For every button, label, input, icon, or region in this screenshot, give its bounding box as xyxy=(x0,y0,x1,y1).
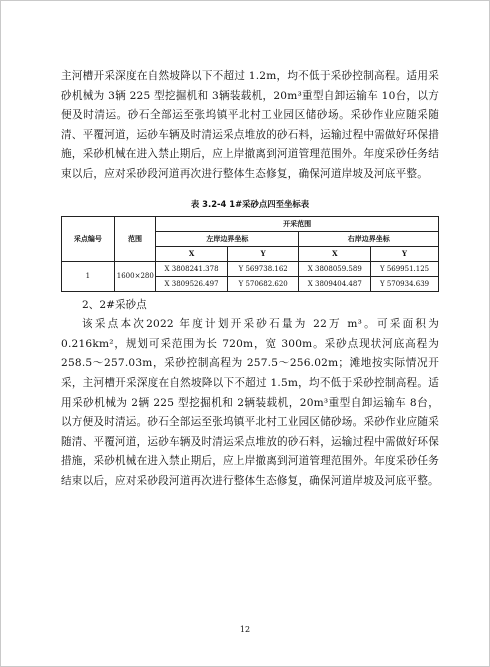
cell-right-x: X 3809404.487 xyxy=(299,276,371,291)
section-heading: 2、2#采砂点 xyxy=(82,298,147,311)
header-left-y: Y xyxy=(227,246,299,261)
header-right-bank: 右岸边界坐标 xyxy=(299,231,439,246)
cell-left-x: X 3809526.497 xyxy=(156,276,228,291)
header-left-x: X xyxy=(156,246,228,261)
header-right-x: X xyxy=(299,246,371,261)
header-point-no: 采点编号 xyxy=(62,216,115,261)
header-range: 范围 xyxy=(114,216,155,261)
table-row xyxy=(62,261,439,276)
table-caption: 表 3.2-4 1#采砂点四至坐标表 xyxy=(190,198,310,209)
paragraph-1: 主河槽开采深度在自然坡降以下不超过 1.2m，均不低于采砂控制高程。适用采砂机械为 3辆 225 型挖掘机和 3辆装载机，20m³重型自卸运输车 10台，以方便及时清运。砂石全部运至张坞镇平北村工业园区储砂场。采砂作业应随采随清、平覆河道，运砂车辆及时清运采点堆放的砂石料，运输过程中需做好环保措施，采砂机械在进入禁止期后，应上岸撤离到河道管理范围外。年度采砂任务结束以后，应对采砂段河道再次进行整体生态修复，确保河道岸坡及河底平整。 xyxy=(61,70,439,180)
header-mining-scope: 开采范围 xyxy=(156,216,439,231)
cell-left-x: X 3808241.378 xyxy=(156,261,228,276)
cell-right-y: Y 570934.639 xyxy=(371,276,439,291)
coordinate-table xyxy=(61,216,439,292)
header-left-bank: 左岸边界坐标 xyxy=(156,231,299,246)
cell-right-y: Y 569951.125 xyxy=(371,261,439,276)
cell-left-y: Y 570682.620 xyxy=(227,276,299,291)
header-right-y: Y xyxy=(371,246,439,261)
cell-right-x: X 3808059.589 xyxy=(299,261,371,276)
page-content xyxy=(61,67,439,492)
cell-left-y: Y 569738.162 xyxy=(227,261,299,276)
page-number: 12 xyxy=(239,625,251,634)
cell-range: 1600×280 xyxy=(114,261,155,291)
cell-point: 1 xyxy=(62,261,115,291)
paragraph-2: 该采点本次2022 年度计划开采砂石量为 22万 m³。可采面积为 0.216km²，规划可采范围为长 720m，宽 300m。采砂点现状河底高程为 258.5～257.03m，采砂控制高程为 257.5～256.02m；滩地按实际情况开采，主河槽开采深度在自然坡降以下不超过 1.5m，均不低于采砂控制高程。适用采砂机械为 2辆 225 型挖掘机和 2辆装载机，20m³重型自卸运输车 8台，以方便及时清运。砂石全部运至张坞镇平北村工业园区储砂场。采砂作业应随采随清、平覆河道，运砂车辆及时清运采点堆放的砂石料，运输过程中需做好环保措施，采砂机械在进入禁止期后，应上岸撤离到河道管理范围外。年度采砂任务结束以后，应对采砂段河道再次进行整体生态修复，确保河道岸坡及河底平整。 xyxy=(61,318,439,487)
